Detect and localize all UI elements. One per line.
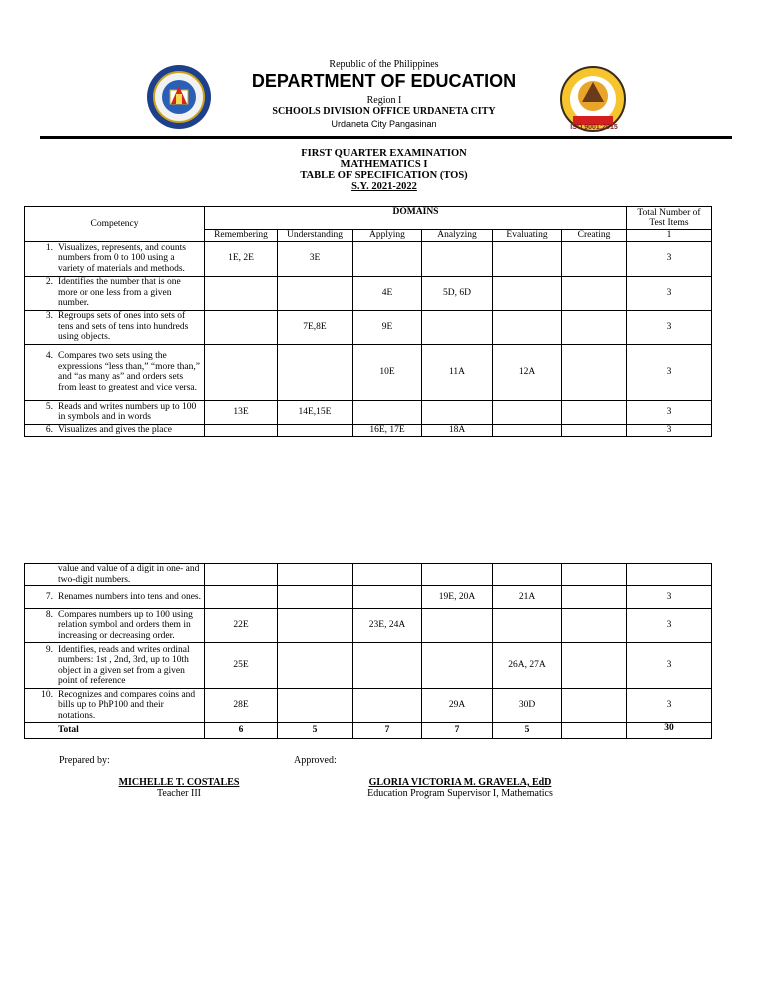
address-text: Urdaneta City Pangasinan [331, 119, 437, 129]
domain-cell [278, 276, 353, 310]
prepared-by-name: MICHELLE T. COSTALES [118, 777, 240, 788]
row-total-cell: 3 [627, 424, 712, 436]
domain-cell [205, 310, 278, 344]
competency-header: Competency [25, 207, 205, 242]
domain-cell: 21A [493, 586, 562, 609]
competency-cell: 2. Identifies the number that is one more or one less from a given number. [25, 276, 205, 310]
domain-col-header: Analyzing [422, 230, 493, 242]
total-cell: 6 [205, 723, 278, 739]
domain-col-header: Understanding [278, 230, 353, 242]
domain-cell: 28E [205, 689, 278, 723]
domain-cell: 25E [205, 643, 278, 689]
domain-cell: 1E, 2E [205, 241, 278, 276]
domain-cell [562, 310, 627, 344]
total-subheader: 1 [627, 230, 712, 242]
domain-cell: 4E [353, 276, 422, 310]
domain-cell: 26A, 27A [493, 643, 562, 689]
row-total-cell: 3 [627, 586, 712, 609]
domain-cell [278, 689, 353, 723]
domain-cell [353, 586, 422, 609]
domain-cell [562, 609, 627, 643]
exam-title: FIRST QUARTER EXAMINATION [301, 148, 467, 159]
table-row [25, 609, 712, 643]
school-year: S.Y. 2021-2022 [351, 181, 417, 192]
domain-cell: 18A [422, 424, 493, 436]
domain-cell [353, 241, 422, 276]
domain-cell [278, 344, 353, 400]
table-row [25, 424, 712, 436]
table-row [25, 400, 712, 424]
domain-cell [562, 643, 627, 689]
table-row [25, 643, 712, 689]
competency-cell: 10. Recognizes and compares coins and bills up to PhP100 and their notations. [25, 689, 205, 723]
competency-continuation: value and value of a digit in one- and two-digit numbers. [25, 564, 205, 586]
domain-cell: 30D [493, 689, 562, 723]
domain-cell [422, 643, 493, 689]
header-divider [40, 136, 732, 139]
competency-cell: 8. Compares numbers up to 100 using relation symbol and orders them in increasing or decreasing order. [25, 609, 205, 643]
domain-cell [353, 400, 422, 424]
table-row [25, 689, 712, 723]
republic-text: Republic of the Philippines [329, 59, 439, 70]
domain-cell [278, 609, 353, 643]
total-cell: 5 [278, 723, 353, 739]
competency-cell: 4. Compares two sets using the expressions “less than,” “more than,” and “as many as” and orders sets from least to greatest and vice versa. [25, 344, 205, 400]
prepared-by-label: Prepared by: [59, 755, 110, 766]
total-row-label: Total [25, 723, 205, 739]
domains-header: DOMAINS [205, 207, 627, 230]
domain-cell: 9E [353, 310, 422, 344]
domain-cell [422, 310, 493, 344]
domain-cell: 22E [205, 609, 278, 643]
domain-cell: 5D, 6D [422, 276, 493, 310]
grand-total: 30 [627, 723, 712, 739]
domain-col-header: Applying [353, 230, 422, 242]
region-text: Region I [366, 95, 402, 106]
domain-cell [205, 424, 278, 436]
domain-cell [278, 643, 353, 689]
prepared-by-title: Teacher III [157, 788, 201, 799]
tos-table-part-1 [24, 206, 712, 437]
domain-cell: 13E [205, 400, 278, 424]
domain-cell: 23E, 24A [353, 609, 422, 643]
domain-cell [562, 689, 627, 723]
domain-cell [493, 424, 562, 436]
domain-cell [353, 689, 422, 723]
domain-cell [205, 586, 278, 609]
domain-cell: 29A [422, 689, 493, 723]
domain-cell [493, 241, 562, 276]
total-cell: 7 [353, 723, 422, 739]
row-total-cell: 3 [627, 643, 712, 689]
domain-cell [493, 400, 562, 424]
domain-cell [493, 276, 562, 310]
domain-cell [422, 241, 493, 276]
domain-cell [422, 609, 493, 643]
approved-label: Approved: [294, 755, 337, 766]
domain-cell: 10E [353, 344, 422, 400]
domain-cell [353, 643, 422, 689]
subject-title: MATHEMATICS I [340, 159, 428, 170]
domain-cell [562, 424, 627, 436]
table-row [25, 310, 712, 344]
iso-certification-label: ISO 9001:2015 [570, 124, 618, 131]
total-cell [562, 723, 627, 739]
approved-by-title: Education Program Supervisor I, Mathematics [367, 788, 553, 799]
domain-cell: 16E, 17E [353, 424, 422, 436]
domain-cell [493, 310, 562, 344]
tos-title: TABLE OF SPECIFICATION (TOS) [300, 170, 468, 181]
row-total-cell: 3 [627, 344, 712, 400]
row-total-cell: 3 [627, 689, 712, 723]
domain-col-header: Creating [562, 230, 627, 242]
row-total-cell: 3 [627, 241, 712, 276]
domain-cell: 14E,15E [278, 400, 353, 424]
approved-by-name: GLORIA VICTORIA M. GRAVELA, EdD [368, 777, 552, 788]
row-total-cell: 3 [627, 276, 712, 310]
domain-cell: 12A [493, 344, 562, 400]
domain-cell [562, 586, 627, 609]
table-row [25, 586, 712, 609]
domain-cell [205, 344, 278, 400]
domain-col-header: Evaluating [493, 230, 562, 242]
department-title: DEPARTMENT OF EDUCATION [251, 71, 517, 91]
competency-cell: 3. Regroups sets of ones into sets of tens and sets of tens into hundreds using objects. [25, 310, 205, 344]
row-total-cell: 3 [627, 400, 712, 424]
competency-cell: 7. Renames numbers into tens and ones. [25, 586, 205, 609]
domain-cell [562, 276, 627, 310]
competency-cell: 6. Visualizes and gives the place [25, 424, 205, 436]
tos-table-part-2 [24, 563, 712, 739]
domain-cell [422, 400, 493, 424]
domain-cell: 11A [422, 344, 493, 400]
domain-cell [493, 609, 562, 643]
total-cell: 7 [422, 723, 493, 739]
competency-cell: 9. Identifies, reads and writes ordinal numbers: 1st , 2nd, 3rd, up to 10th object in a given set from a given point of reference [25, 643, 205, 689]
table-row [25, 276, 712, 310]
domain-cell: 3E [278, 241, 353, 276]
row-total-cell: 3 [627, 609, 712, 643]
domain-col-header: Remembering [205, 230, 278, 242]
domain-cell [278, 586, 353, 609]
total-cell: 5 [493, 723, 562, 739]
domain-cell: 19E, 20A [422, 586, 493, 609]
row-total-cell: 3 [627, 310, 712, 344]
domain-cell [562, 400, 627, 424]
competency-cell: 5. Reads and writes numbers up to 100 in symbols and in words [25, 400, 205, 424]
domain-cell [278, 424, 353, 436]
domain-cell [562, 344, 627, 400]
total-items-header: Total Number of Test Items [627, 207, 712, 230]
domain-cell [562, 241, 627, 276]
competency-cell: 1. Visualizes, represents, and counts numbers from 0 to 100 using a variety of materials and methods. [25, 241, 205, 276]
table-row [25, 241, 712, 276]
table-row [25, 344, 712, 400]
domain-cell: 7E,8E [278, 310, 353, 344]
division-text: SCHOOLS DIVISION OFFICE URDANETA CITY [272, 106, 496, 117]
domain-cell [205, 276, 278, 310]
